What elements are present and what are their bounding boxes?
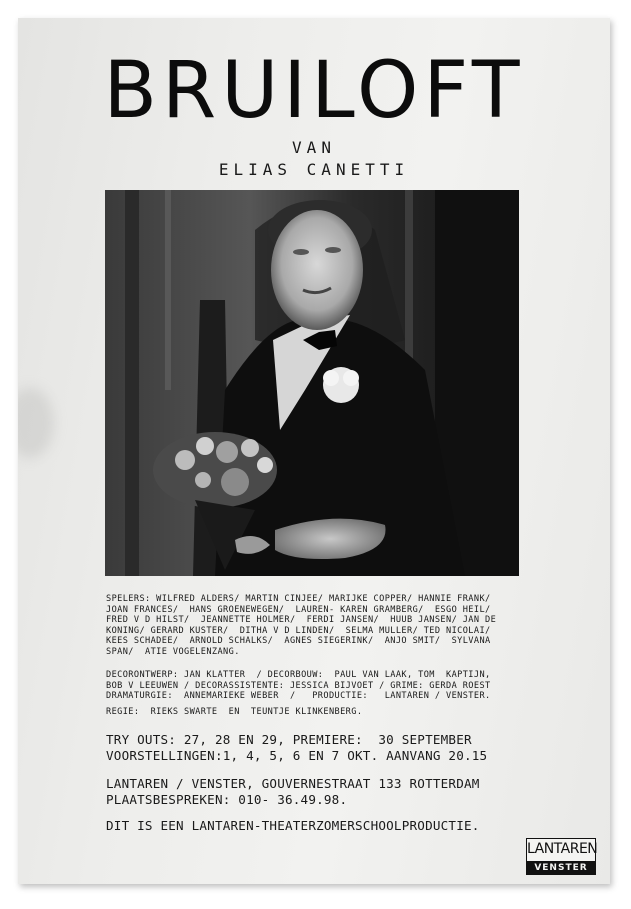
logo-bottom-text: VENSTER [526,861,596,875]
portrait-photo [105,190,519,576]
logo-top-text: LANTAREN [526,838,596,862]
director-credit: REGIE: RIEKS SWARTE EN TEUNTJE KLINKENBERG. [106,707,363,717]
poster-subtitle-author: ELIAS CANETTI [218,160,410,179]
poster-title: BRUILOFT [103,46,525,136]
portrait-illustration [105,190,519,576]
poster-subtitle-van: VAN [292,138,336,157]
cast-list: SPELERS: WILFRED ALDERS/ MARTIN CINJEE/ MARIJKE COPPER/ HANNIE FRANK/ JOAN FRANCES/ HANS GROENEWEGEN/ LAUREN- KAREN GRAMBERG/ ESGO HEIL/ FRED V D HILST/ JEANNETTE HOLMER/ FERDI JANSEN/ HUUB JANSEN/ JAN DE KONING/ GERARD KUSTER/ DITHA V D LINDEN/ SELMA MULLER/ TED NICOLAI/ KEES SCHADEE/ ARNOLD SCHALKS/ AGNES SIEGERINK/ ANJO SMIT/ SYLVANA SPAN/ ATIE VOGELENZANG. [106,594,497,657]
performance-schedule: TRY OUTS: 27, 28 EN 29, PREMIERE: 30 SEPTEMBER VOORSTELLINGEN:1, 4, 5, 6 EN 7 OKT. AANVANG 20.15 [106,732,488,763]
lantaren-venster-logo [526,838,598,876]
production-note: DIT IS EEN LANTAREN-THEATERZOMERSCHOOLPRODUCTIE. [106,818,480,833]
production-credits: DECORONTWERP: JAN KLATTER / DECORBOUW: PAUL VAN LAAK, TOM KAPTIJN, BOB V LEEUWEN / DECORASSISTENTE: JESSICA BIJVOET / GRIME: GERDA ROEST DRAMATURGIE: ANNEMARIEKE WEBER / PRODUCTIE: LANTAREN / VENSTER. [106,670,491,702]
venue-info: LANTAREN / VENSTER, GOUVERNESTRAAT 133 ROTTERDAM PLAATSBESPREKEN: 010- 36.49.98. [106,776,480,807]
poster [18,18,610,884]
